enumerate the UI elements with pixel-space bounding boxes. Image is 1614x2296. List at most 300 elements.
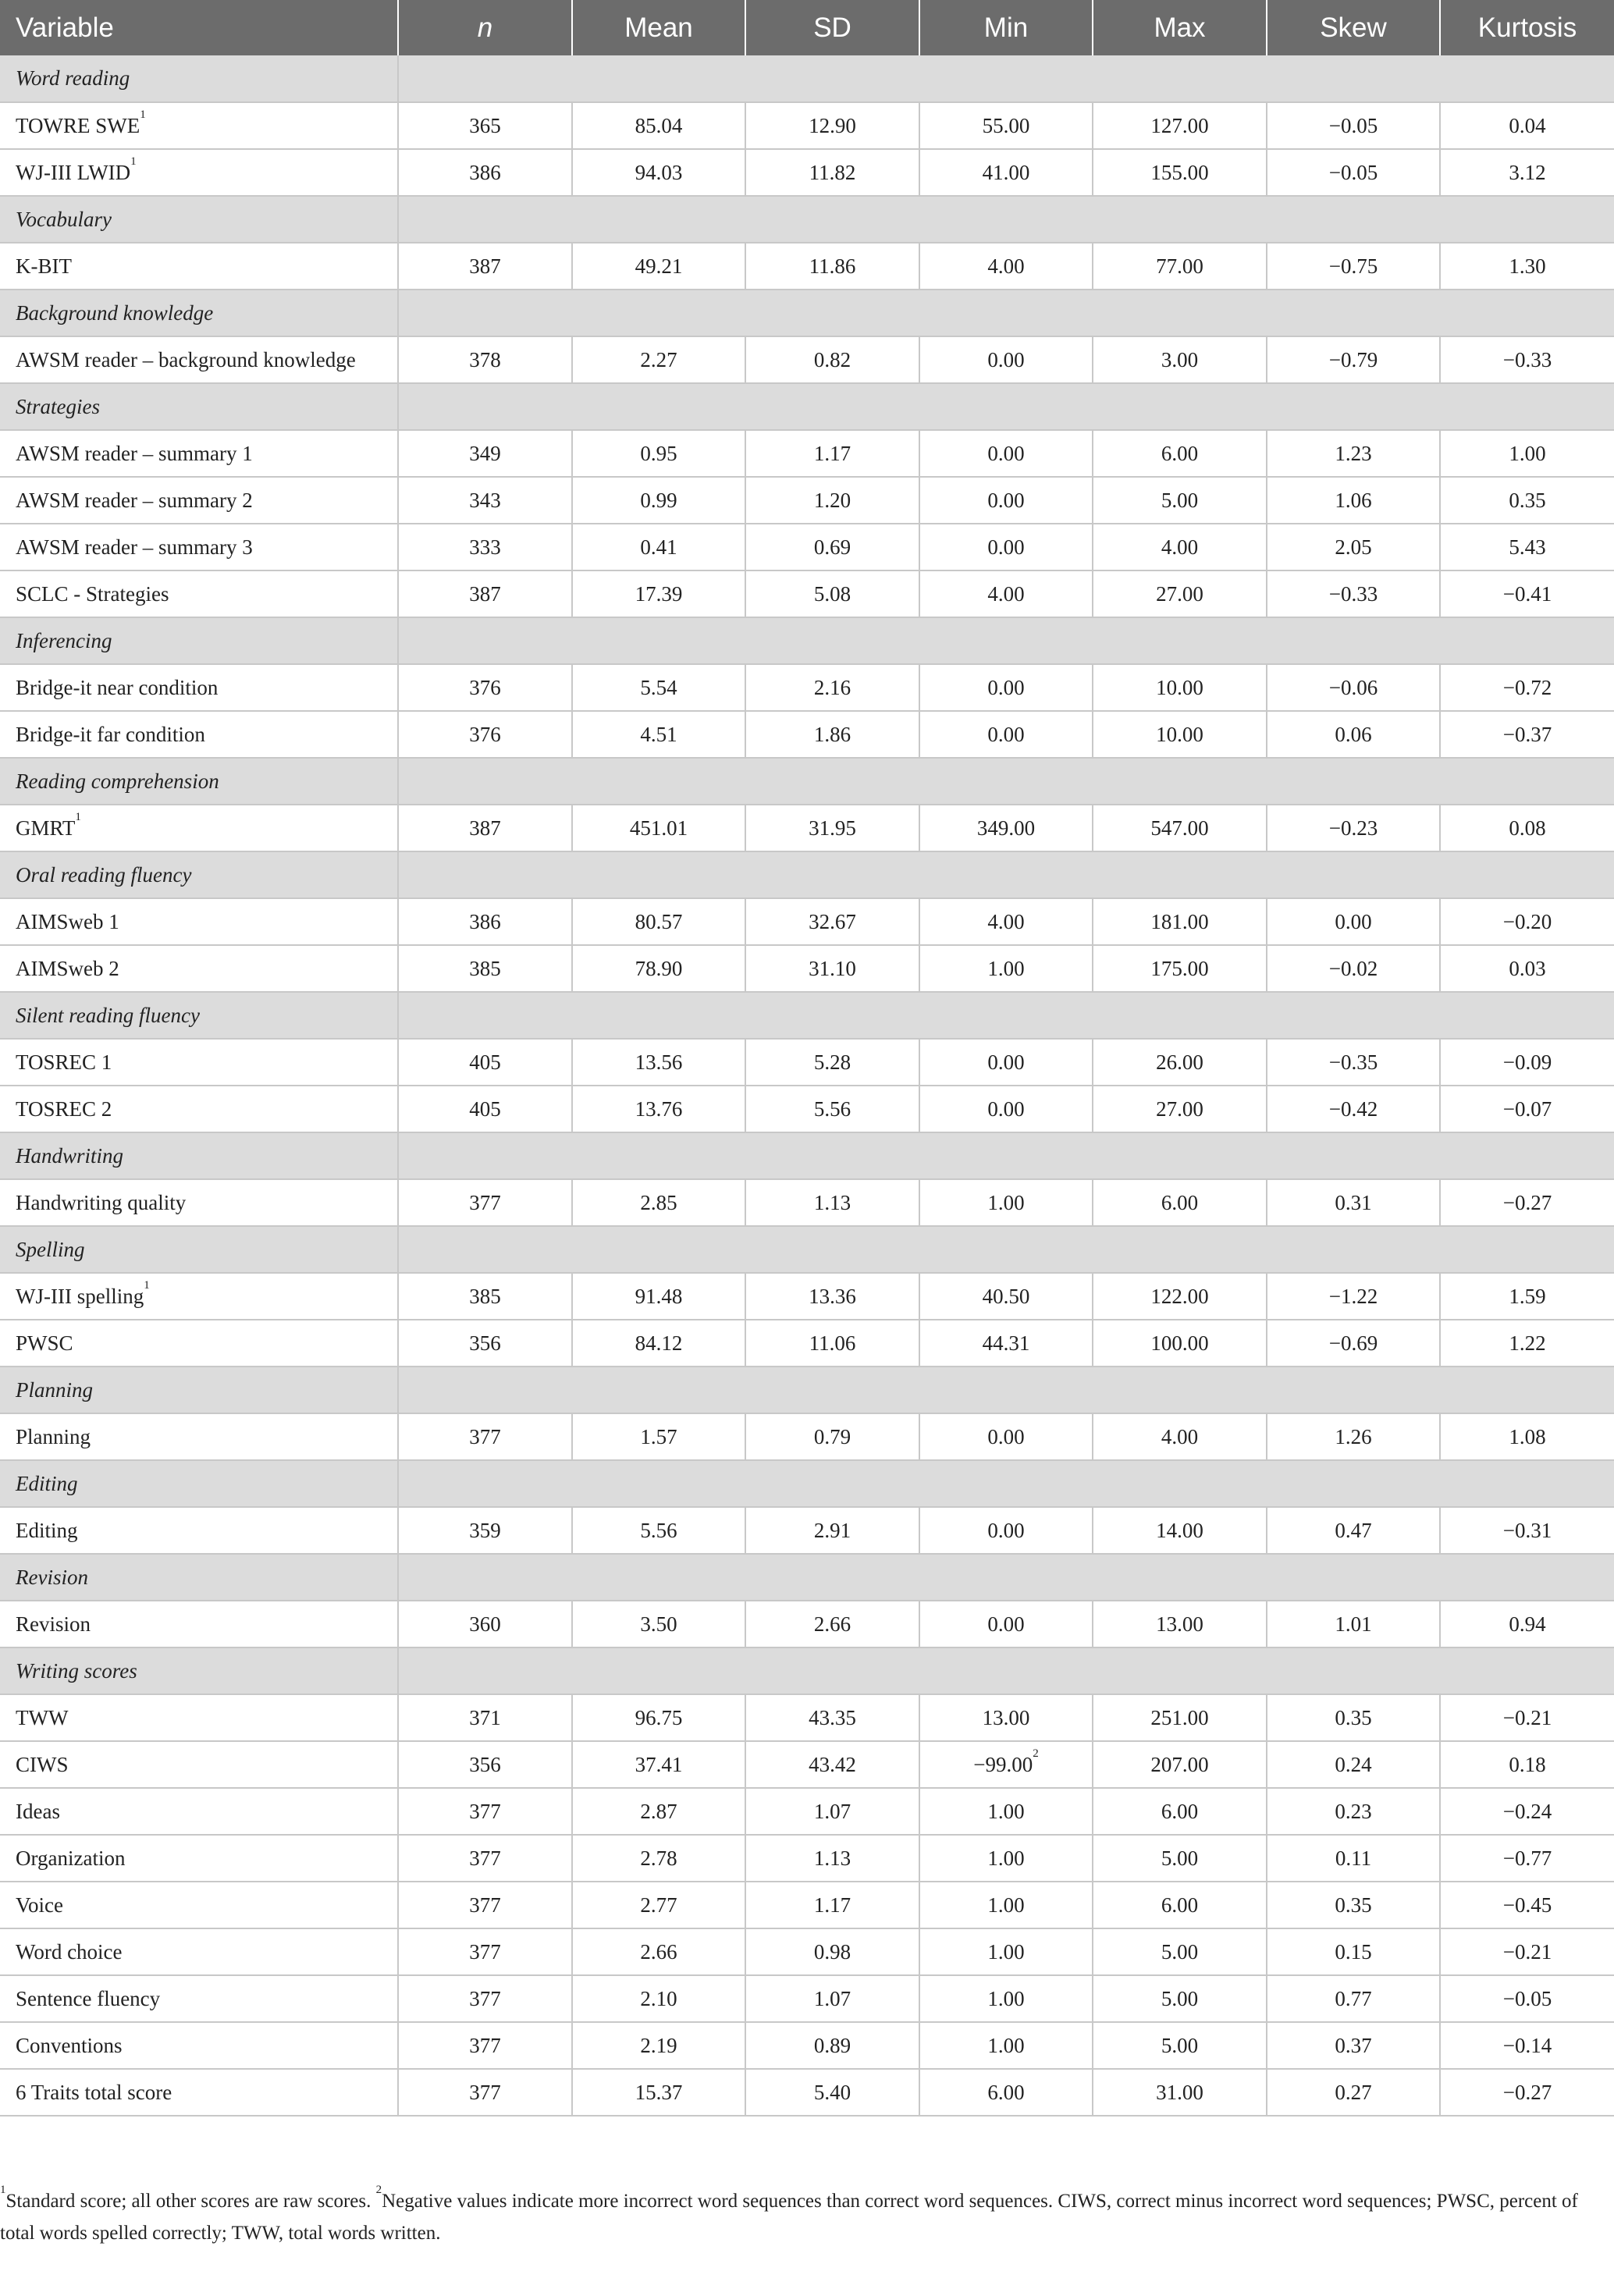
max-cell [1093,477,1267,524]
max-cell [1093,1882,1267,1928]
min-cell [919,1741,1093,1788]
skew-cell [1267,1694,1440,1741]
section-header-row [0,617,1614,664]
min-cell [919,1928,1093,1975]
mean-cell [572,1788,745,1835]
skew-value: −0.23 [1328,816,1378,840]
mean-value: 84.12 [635,1331,683,1355]
max-value: 27.00 [1156,1096,1203,1121]
variable-name: Revision [16,1612,91,1636]
section-header-row [0,290,1614,336]
variable-cell [0,524,398,570]
kurtosis-cell [1440,149,1614,196]
sd-value: 12.90 [809,113,856,137]
sd-cell [745,1928,919,1975]
max-cell [1093,149,1267,196]
skew-value: −0.06 [1328,675,1378,699]
kurtosis-value: −0.21 [1502,1939,1552,1964]
kurtosis-cell [1440,524,1614,570]
n-value: 376 [469,675,501,699]
skew-value: 0.77 [1335,1986,1372,2010]
sd-cell [745,1507,919,1554]
min-cell [919,1788,1093,1835]
mean-cell [572,1179,745,1226]
n-cell [398,570,572,617]
variable-name: Sentence fluency [16,1986,161,2010]
variable-name: AIMSweb 1 [16,909,119,933]
mean-value: 80.57 [635,909,683,933]
skew-value: 0.35 [1335,1893,1372,1917]
variable-cell [0,664,398,711]
mean-cell [572,898,745,945]
sd-value: 0.98 [813,1939,851,1964]
min-value: 4.00 [987,581,1025,606]
footnote-ref: 2 [1033,1747,1039,1760]
skew-cell [1267,1320,1440,1367]
min-value: 0.00 [987,1050,1025,1074]
kurtosis-cell [1440,1928,1614,1975]
variable-name: TWW [16,1705,69,1729]
max-value: 10.00 [1156,722,1203,746]
table-row [0,1975,1614,2022]
min-cell [919,1694,1093,1741]
table-row [0,664,1614,711]
table-footnote [0,2185,1608,2249]
mean-value: 2.66 [640,1939,677,1964]
kurtosis-value: 1.00 [1509,441,1546,465]
mean-cell [572,570,745,617]
kurtosis-cell [1440,945,1614,992]
mean-value: 5.56 [640,1518,677,1542]
table-row [0,1928,1614,1975]
max-cell [1093,430,1267,477]
section-title: Oral reading fluency [0,851,398,898]
column-header-mean: Mean [572,0,745,55]
sd-cell [745,664,919,711]
variable-name: PWSC [16,1331,73,1355]
table-row [0,149,1614,196]
kurtosis-value: −0.72 [1502,675,1552,699]
sd-value: 11.86 [809,254,856,278]
sd-cell [745,102,919,149]
kurtosis-value: 1.30 [1509,254,1546,278]
variable-name: Organization [16,1846,126,1870]
n-value: 377 [469,1799,501,1823]
max-value: 207.00 [1150,1752,1209,1776]
variable-cell [0,2022,398,2069]
variable-cell [0,1788,398,1835]
mean-cell [572,2069,745,2116]
table-header [0,0,1614,55]
max-value: 13.00 [1156,1612,1203,1636]
column-header-variable: Variable [0,0,398,55]
kurtosis-value: −0.77 [1502,1846,1552,1870]
skew-value: 0.15 [1335,1939,1372,1964]
sd-cell [745,1086,919,1132]
mean-cell [572,1975,745,2022]
kurtosis-value: −0.05 [1502,1986,1552,2010]
variable-name: Bridge-it far condition [16,722,205,746]
footnote-ref: 1 [75,810,81,823]
min-cell [919,149,1093,196]
footnote-marker-2: 2 [375,2183,382,2196]
n-value: 376 [469,722,501,746]
kurtosis-cell [1440,1882,1614,1928]
skew-value: −0.02 [1328,956,1378,980]
kurtosis-value: −0.41 [1502,581,1552,606]
variable-name: Voice [16,1893,63,1917]
min-value: −99.00 [973,1752,1033,1776]
skew-value: −0.79 [1328,347,1378,371]
mean-cell [572,1928,745,1975]
variable-name: TOWRE SWE [16,113,140,137]
max-cell [1093,1413,1267,1460]
min-value: 4.00 [987,254,1025,278]
min-cell [919,1179,1093,1226]
max-cell [1093,1086,1267,1132]
min-value: 1.00 [987,1986,1025,2010]
min-value: 1.00 [987,956,1025,980]
n-cell [398,1975,572,2022]
kurtosis-cell [1440,570,1614,617]
mean-cell [572,945,745,992]
mean-cell [572,1273,745,1320]
table-row [0,805,1614,851]
variable-cell [0,149,398,196]
n-value: 405 [469,1050,501,1074]
mean-cell [572,1694,745,1741]
mean-value: 15.37 [635,2080,683,2104]
sd-cell [745,711,919,758]
skew-value: −1.22 [1328,1284,1378,1308]
footnote-text-1: Standard score; all other scores are raw scores. [5,2191,376,2212]
min-cell [919,1835,1093,1882]
table-row [0,1039,1614,1086]
table-row [0,1882,1614,1928]
section-header-row [0,1226,1614,1273]
sd-cell [745,1413,919,1460]
max-cell [1093,570,1267,617]
min-cell [919,1601,1093,1647]
variable-name: TOSREC 2 [16,1096,112,1121]
mean-value: 0.41 [640,535,677,559]
min-value: 0.00 [987,722,1025,746]
variable-cell [0,430,398,477]
variable-cell [0,1975,398,2022]
kurtosis-cell [1440,1694,1614,1741]
kurtosis-value: 0.08 [1509,816,1546,840]
skew-value: 0.24 [1335,1752,1372,1776]
max-value: 6.00 [1161,441,1199,465]
section-filler [398,1132,1614,1179]
skew-cell [1267,1179,1440,1226]
min-value: 55.00 [982,113,1030,137]
kurtosis-value: 1.08 [1509,1424,1546,1448]
min-value: 40.50 [982,1284,1030,1308]
max-cell [1093,336,1267,383]
min-value: 349.00 [976,816,1036,840]
skew-value: −0.75 [1328,254,1378,278]
kurtosis-value: 1.22 [1509,1331,1546,1355]
sd-value: 2.66 [813,1612,851,1636]
max-value: 5.00 [1161,1846,1199,1870]
mean-cell [572,1835,745,1882]
variable-name: AWSM reader – summary 3 [16,535,253,559]
mean-cell [572,2022,745,2069]
n-value: 371 [469,1705,501,1729]
max-value: 26.00 [1156,1050,1203,1074]
skew-value: 1.23 [1335,441,1372,465]
variable-name: Bridge-it near condition [16,675,219,699]
n-cell [398,430,572,477]
skew-value: 1.06 [1335,488,1372,512]
max-cell [1093,1788,1267,1835]
mean-cell [572,1741,745,1788]
variable-cell [0,805,398,851]
kurtosis-cell [1440,1975,1614,2022]
min-value: 41.00 [982,160,1030,184]
kurtosis-cell [1440,336,1614,383]
kurtosis-cell [1440,1273,1614,1320]
n-value: 333 [469,535,501,559]
sd-cell [745,1320,919,1367]
kurtosis-value: −0.27 [1502,1190,1552,1214]
table-row [0,1741,1614,1788]
table-row [0,711,1614,758]
sd-cell [745,570,919,617]
sd-value: 0.89 [813,2033,851,2057]
mean-cell [572,1507,745,1554]
skew-cell [1267,898,1440,945]
kurtosis-value: 0.18 [1509,1752,1546,1776]
min-cell [919,805,1093,851]
max-cell [1093,945,1267,992]
mean-value: 1.57 [640,1424,677,1448]
kurtosis-cell [1440,1741,1614,1788]
n-cell [398,1601,572,1647]
skew-cell [1267,945,1440,992]
table-row [0,1835,1614,1882]
max-value: 4.00 [1161,1424,1199,1448]
kurtosis-cell [1440,898,1614,945]
table-body [0,55,1614,2116]
table-row [0,1086,1614,1132]
max-value: 4.00 [1161,535,1199,559]
max-cell [1093,1273,1267,1320]
n-value: 385 [469,1284,501,1308]
max-value: 122.00 [1150,1284,1209,1308]
table-row [0,1179,1614,1226]
kurtosis-value: −0.21 [1502,1705,1552,1729]
variable-name: 6 Traits total score [16,2080,172,2104]
kurtosis-value: 0.04 [1509,113,1546,137]
min-value: 1.00 [987,1846,1025,1870]
mean-value: 2.78 [640,1846,677,1870]
skew-cell [1267,336,1440,383]
sd-value: 1.17 [813,441,851,465]
min-value: 0.00 [987,535,1025,559]
variable-name: Planning [16,1424,91,1448]
min-cell [919,711,1093,758]
section-filler [398,55,1614,102]
n-cell [398,102,572,149]
n-value: 377 [469,1893,501,1917]
footnote-text-2: Negative values indicate more incorrect word sequences than correct word sequences. CIWS, correct minus incorrect word sequences; PWSC, percent of total words spelled correctly; TWW, total words written. [0,2191,1578,2244]
max-value: 5.00 [1161,2033,1199,2057]
sd-cell [745,336,919,383]
min-value: 1.00 [987,1939,1025,1964]
max-value: 100.00 [1150,1331,1209,1355]
kurtosis-value: −0.09 [1502,1050,1552,1074]
section-header-row [0,851,1614,898]
section-title: Silent reading fluency [0,992,398,1039]
max-cell [1093,102,1267,149]
min-cell [919,898,1093,945]
max-value: 27.00 [1156,581,1203,606]
sd-cell [745,524,919,570]
skew-value: −0.33 [1328,581,1378,606]
min-value: 1.00 [987,1893,1025,1917]
skew-cell [1267,1975,1440,2022]
skew-value: −0.69 [1328,1331,1378,1355]
sd-cell [745,1273,919,1320]
section-filler [398,851,1614,898]
kurtosis-cell [1440,102,1614,149]
section-header-row [0,1647,1614,1694]
variable-cell [0,336,398,383]
min-cell [919,570,1093,617]
variable-cell [0,243,398,290]
variable-cell [0,711,398,758]
section-filler [398,1226,1614,1273]
sd-value: 31.10 [809,956,856,980]
n-cell [398,1694,572,1741]
sd-value: 1.07 [813,1799,851,1823]
variable-cell [0,1694,398,1741]
footnote-marker-1: 1 [0,2183,6,2196]
footnote-ref: 1 [130,155,137,168]
section-header-row [0,1460,1614,1507]
max-cell [1093,1179,1267,1226]
max-value: 5.00 [1161,1986,1199,2010]
sd-cell [745,1882,919,1928]
sd-cell [745,805,919,851]
variable-cell [0,1928,398,1975]
min-value: 0.00 [987,441,1025,465]
sd-cell [745,430,919,477]
variable-cell [0,1086,398,1132]
sd-value: 5.56 [813,1096,851,1121]
n-cell [398,945,572,992]
max-cell [1093,1741,1267,1788]
n-cell [398,1835,572,1882]
sd-cell [745,149,919,196]
min-value: 0.00 [987,675,1025,699]
mean-value: 94.03 [635,160,683,184]
section-title: Writing scores [0,1647,398,1694]
min-cell [919,945,1093,992]
mean-value: 78.90 [635,956,683,980]
min-value: 0.00 [987,347,1025,371]
kurtosis-value: −0.07 [1502,1096,1552,1121]
section-header-row [0,55,1614,102]
skew-cell [1267,1788,1440,1835]
skew-cell [1267,1086,1440,1132]
n-cell [398,1413,572,1460]
variable-cell [0,102,398,149]
skew-cell [1267,1039,1440,1086]
kurtosis-value: 0.94 [1509,1612,1546,1636]
mean-cell [572,1086,745,1132]
mean-cell [572,243,745,290]
column-header-kurtosis: Kurtosis [1440,0,1614,55]
n-cell [398,336,572,383]
n-value: 365 [469,113,501,137]
mean-value: 2.85 [640,1190,677,1214]
skew-value: 0.11 [1335,1846,1372,1870]
max-cell [1093,1835,1267,1882]
footnote-ref: 1 [140,108,146,121]
sd-value: 0.69 [813,535,851,559]
section-filler [398,992,1614,1039]
variable-cell [0,1413,398,1460]
sd-cell [745,2069,919,2116]
n-value: 385 [469,956,501,980]
kurtosis-cell [1440,1788,1614,1835]
max-value: 5.00 [1161,1939,1199,1964]
n-value: 377 [469,1986,501,2010]
skew-cell [1267,2069,1440,2116]
section-header-row [0,758,1614,805]
variable-cell [0,1507,398,1554]
min-cell [919,1086,1093,1132]
table-row [0,898,1614,945]
kurtosis-cell [1440,1039,1614,1086]
min-cell [919,664,1093,711]
mean-cell [572,1882,745,1928]
sd-cell [745,1694,919,1741]
variable-cell [0,1882,398,1928]
n-cell [398,1179,572,1226]
n-cell [398,2022,572,2069]
sd-cell [745,2022,919,2069]
mean-value: 2.27 [640,347,677,371]
max-cell [1093,664,1267,711]
kurtosis-value: −0.31 [1502,1518,1552,1542]
skew-value: 0.23 [1335,1799,1372,1823]
min-value: 0.00 [987,1424,1025,1448]
sd-cell [745,243,919,290]
sd-value: 1.17 [813,1893,851,1917]
mean-value: 3.50 [640,1612,677,1636]
sd-cell [745,1179,919,1226]
sd-value: 31.95 [809,816,856,840]
section-header-row [0,383,1614,430]
n-value: 378 [469,347,501,371]
skew-value: 0.47 [1335,1518,1372,1542]
variable-name: AWSM reader – summary 2 [16,488,253,512]
table-row [0,243,1614,290]
variable-cell [0,1835,398,1882]
sd-value: 13.36 [809,1284,856,1308]
variable-name: WJ-III LWID [16,160,131,184]
section-filler [398,1554,1614,1601]
max-value: 10.00 [1156,675,1203,699]
max-cell [1093,898,1267,945]
variable-cell [0,477,398,524]
max-value: 181.00 [1150,909,1209,933]
n-value: 377 [469,2033,501,2057]
